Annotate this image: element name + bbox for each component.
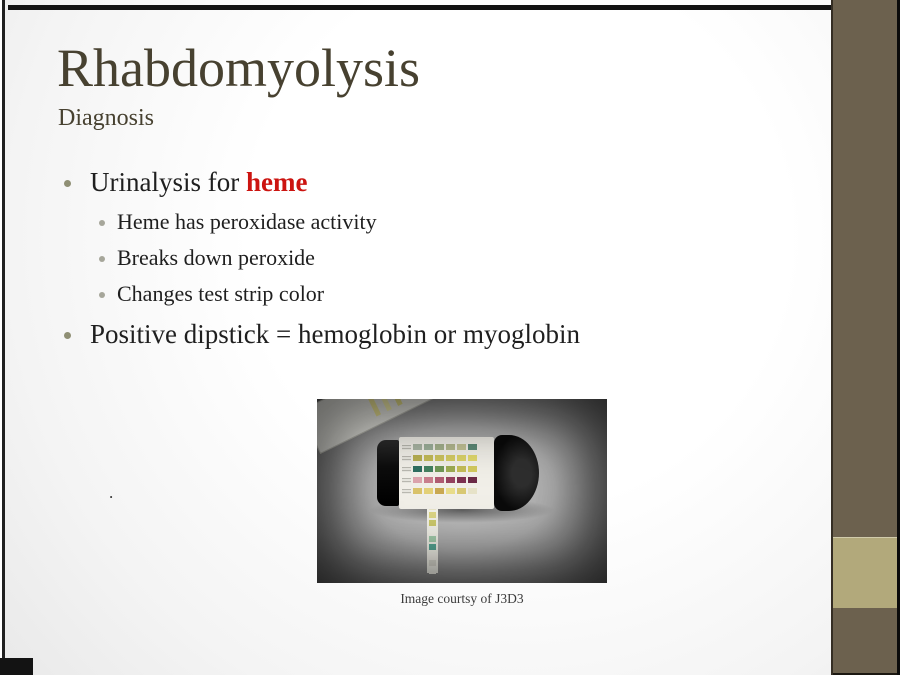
row-label-text [402,456,411,461]
color-chip [413,455,422,461]
bullet-dot [64,332,71,339]
sub-bullet-dot [99,256,105,262]
strip-pad [429,536,436,542]
dipstick-bottle [377,437,539,509]
bottle-cap-right [494,435,539,511]
bullet-text: Urinalysis for heme [90,167,308,197]
mini-strip [363,399,381,416]
color-chip [435,466,444,472]
color-chip [446,488,455,494]
color-chip [457,444,466,450]
color-chip [468,488,477,494]
strip-pad [429,520,436,526]
color-chip [435,488,444,494]
left-letterbox-strip [2,0,5,675]
bullet-text: Changes test strip color [117,281,325,306]
color-chip [468,455,477,461]
color-chip [424,488,433,494]
color-chip [457,488,466,494]
color-chip [435,477,444,483]
bullet-positive-dipstick [64,319,580,350]
color-chip [413,444,422,450]
color-chip [457,466,466,472]
row-label-text [402,445,411,450]
chip-row [402,466,494,472]
color-chip [446,455,455,461]
top-artifact-bar [8,5,833,10]
color-chip [413,466,422,472]
chip-row [402,488,494,494]
bottle-label-chart [399,437,494,509]
theme-sidebar [831,0,900,675]
color-chip [446,444,455,450]
chip-row [402,477,494,483]
color-chip [468,466,477,472]
dipstick-photo [317,399,607,583]
color-chip [413,488,422,494]
bullet-peroxide [99,245,315,271]
photo-caption: Image courtsy of J3D3 [400,591,524,606]
sidebar-accent-band [833,537,897,608]
chip-row [402,455,494,461]
bullet-text: Positive dipstick = hemoglobin or myoglobin [90,319,580,349]
strip-pad [429,528,436,534]
color-chip [446,466,455,472]
color-chip [468,444,477,450]
color-chip [457,477,466,483]
bullet-urinalysis [64,167,307,198]
strip-pad [429,512,436,518]
slide-title: Rhabdomyolysis [57,38,421,98]
bottom-left-artifact-box [0,658,33,675]
bullet-peroxidase [99,209,377,235]
color-chip [413,477,422,483]
slide-subtitle: Diagnosis [58,105,154,131]
color-chip [435,444,444,450]
bullet-text: Breaks down peroxide [117,245,315,270]
color-chip [468,477,477,483]
row-label-text [402,467,411,472]
strip-pad [429,544,436,550]
strip-pad [429,568,436,574]
color-chip [457,455,466,461]
bullet-strip-color [99,281,324,307]
strip-pad [429,552,436,558]
color-chip [424,455,433,461]
bullet-dot [64,180,71,187]
bullet-text: Heme has peroxidase activity [117,209,377,234]
color-chip [435,455,444,461]
sub-bullet-dot [99,220,105,226]
color-chip [424,477,433,483]
bottle-cap-left [377,440,399,506]
color-chip [424,466,433,472]
heme-highlight: heme [245,167,308,197]
stray-period-mark: . [109,483,114,502]
row-label-text [402,489,411,494]
sub-bullet-dot [99,292,105,298]
color-chip [446,477,455,483]
color-chip [424,444,433,450]
row-label-text [402,478,411,483]
strip-pad [429,560,436,566]
chip-row [402,444,494,450]
